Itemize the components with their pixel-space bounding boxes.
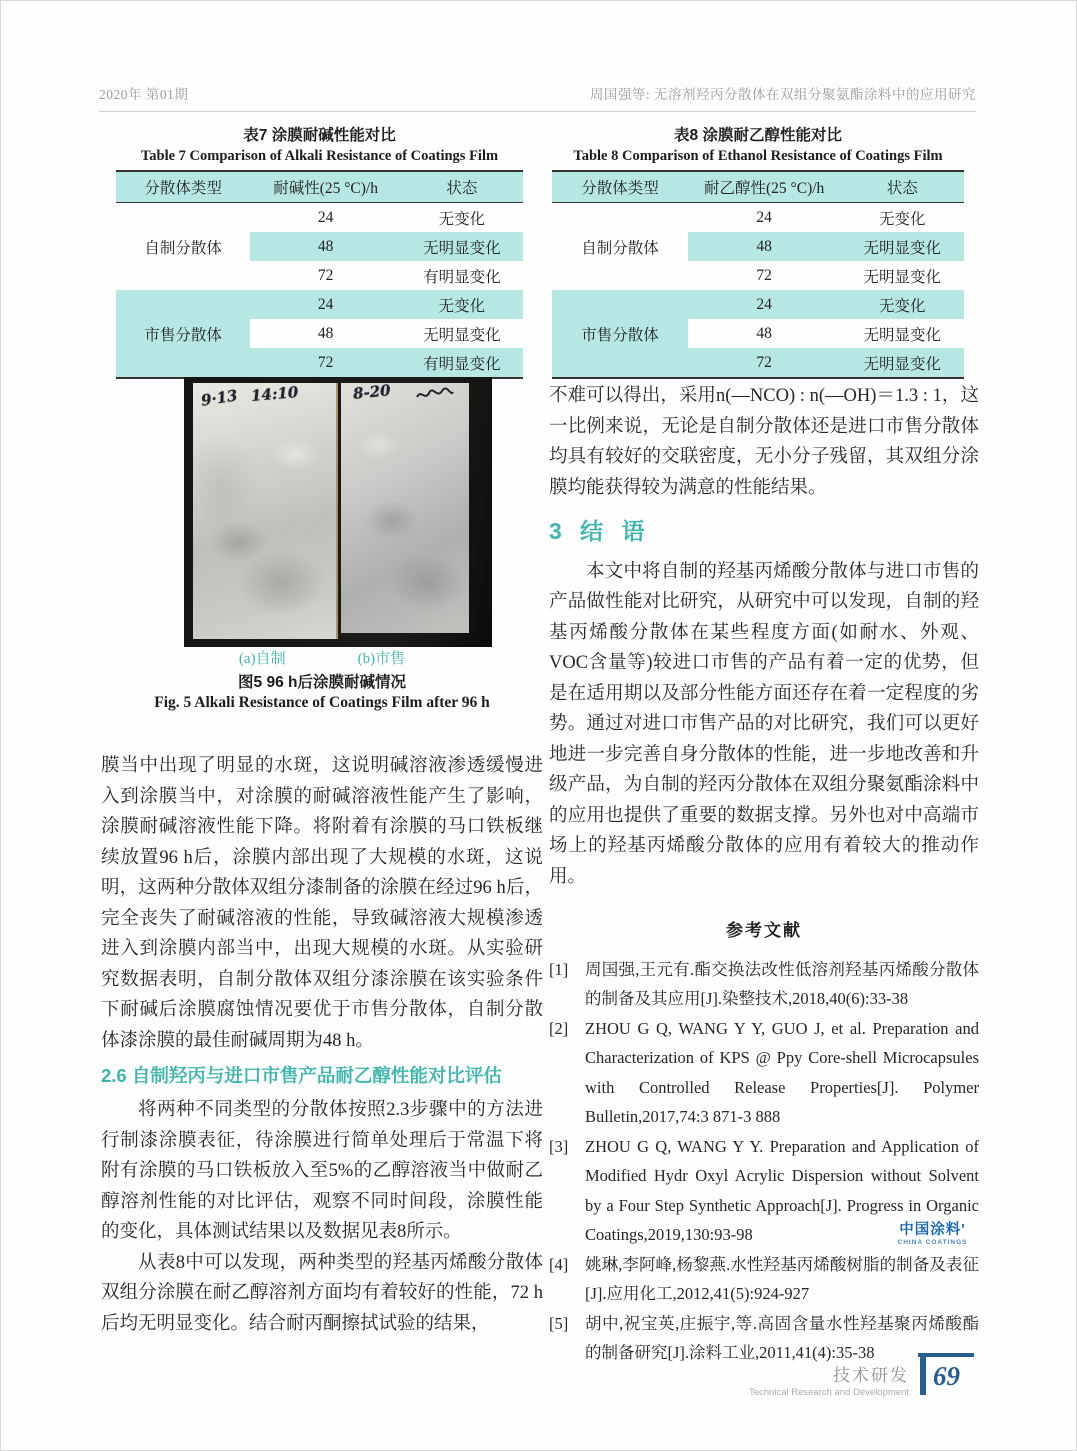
table8-group2-type: 市售分散体 [552, 290, 688, 378]
china-coatings-logo [885, 1222, 980, 1247]
table-cell: 无变化 [878, 210, 926, 228]
handwriting-mark: 14:10 [250, 382, 299, 406]
reference-number: [3] [549, 1136, 569, 1156]
table-row [116, 203, 523, 233]
body-paragraph: 不难可以得出，采用n(—NCO) : n(—OH)＝1.3 : 1，这一比例来说，无论是自制分散体还是进口市售分散体均具有较好的交联密度，无小分子残留，其双组分涂膜均能获得较为满意的性能结果。 [549, 386, 979, 498]
table-cell: 48 [250, 232, 401, 261]
table8-title-cn: 表8 涂膜耐乙醇性能对比 [674, 127, 842, 144]
reference-number: [2] [549, 1018, 569, 1038]
table8 [552, 170, 964, 379]
table-cell: 无明显变化 [863, 268, 941, 286]
table-cell: 48 [688, 232, 840, 261]
handwriting-scribble-icon [415, 387, 455, 403]
body-paragraph: 本文中将自制的羟基丙烯酸分散体与进口市售的产品做性能对比研究，从研究中可以发现，自制的羟基丙烯酸分散体在某些程度方面(如耐水、外观、VOC含量等)较进口市售的产品有着一定的优势，但是在适用期以及部分性能方面还存在着一定程度的劣势。通过对进口市售产品的对比研究，我们可以更好地进一步完善自身分散体的性能，进一步地改善和升级产品，为自制的羟丙分散体在双组分聚氨酯涂料中的应用也提供了重要的数据支撑。另外也对中高端市场上的羟基丙烯酸分散体的应用有着较大的推动作用。 [549, 561, 979, 887]
figure5-caption-cn: 图5 96 h后涂膜耐碱情况 [238, 674, 406, 691]
table7-group1-type: 自制分散体 [144, 239, 222, 257]
running-header [99, 77, 976, 112]
table8-col-type: 分散体类型 [552, 171, 688, 203]
page-footer [749, 1353, 974, 1403]
section-heading-2-6: 2.6 自制羟丙与进口市售产品耐乙醇性能对比评估 [101, 1065, 502, 1086]
table-cell: 无变化 [438, 210, 486, 228]
table-cell: 有明显变化 [401, 348, 523, 378]
table-row [552, 290, 964, 319]
table-cell: 48 [317, 324, 334, 342]
table-cell: 24 [688, 290, 840, 319]
table-cell: 24 [756, 208, 772, 226]
article-title-header: 周国强等: 无溶剂羟丙分散体在双组分聚氨酯涂料中的应用研究 [589, 87, 976, 102]
footer-section-label [749, 1366, 909, 1403]
logo-text-cn: 中国涂料' [899, 1222, 966, 1238]
reference-text: ZHOU G Q, WANG Y Y, GUO J, et al. Preparation and Characterization of KPS @ Ppy Core-shell Microcapsules with Controlled Release Properties[J]. Polymer Bulletin,2017,74:3 871-3 888 [585, 1018, 979, 1126]
reference-number: [5] [549, 1313, 569, 1333]
table7-group2-type: 市售分散体 [116, 290, 250, 378]
references-heading: 参考文献 [726, 921, 802, 940]
reference-item [549, 955, 979, 1014]
figure5-label-a: (a)自制 [238, 651, 286, 667]
reference-text: 周国强,王元有.酯交换法改性低溶剂羟基丙烯酸分散体的制备及其应用[J].染整技术,2018,40(6):33-38 [585, 959, 979, 1008]
body-paragraph: 从表8中可以发现，两种类型的羟基丙烯酸分散体双组分涂膜在耐乙醇溶剂方面均有着较好的性能，72 h后均无明显变化。结合耐丙酮擦拭试验的结果， [101, 1252, 543, 1334]
handwriting-mark: 8-20 [352, 381, 392, 403]
table8-header-row [552, 171, 964, 203]
table-cell: 72 [317, 266, 334, 284]
table8-col-hours: 耐乙醇性(25 °C)/h [688, 171, 840, 203]
table-cell: 无明显变化 [840, 348, 964, 378]
table7-title-en: Table 7 Comparison of Alkali Resistance of Coatings Film [140, 148, 499, 164]
figure5-photo [184, 377, 492, 647]
table8-col-state: 状态 [840, 171, 964, 203]
table-row [552, 203, 964, 233]
table7-block [116, 123, 523, 379]
table-cell: 24 [317, 208, 334, 226]
table-cell: 无明显变化 [401, 232, 523, 261]
table7-header-row [116, 171, 523, 203]
table7-col-hours: 耐碱性(25 °C)/h [250, 171, 401, 203]
table-cell: 无明显变化 [840, 232, 964, 261]
table-cell: 无明显变化 [863, 326, 941, 344]
handwriting-mark: 9·13 [199, 386, 239, 410]
table-cell: 72 [688, 348, 840, 378]
reference-number: [4] [549, 1254, 569, 1274]
table-row [116, 290, 523, 319]
table-cell: 无明显变化 [423, 326, 501, 344]
panel-commercial [341, 383, 469, 633]
page-number-mark [918, 1353, 974, 1403]
reference-number: [1] [549, 959, 569, 979]
right-column [549, 381, 979, 1368]
table8-title-en: Table 8 Comparison of Ethanol Resistance of Coatings Film [573, 148, 943, 164]
table-cell: 24 [250, 290, 401, 319]
panel-self-made [193, 383, 338, 639]
reference-text: ZHOU G Q, WANG Y Y. Preparation and Application of Modified Hydr Oxyl Acrylic Dispersion without Solvent by a Four Step Synthetic Approach[J]. Progress in Organic Coatings,2019,130:93-98 [585, 1136, 979, 1244]
body-paragraph: 将两种不同类型的分散体按照2.3步骤中的方法进行制漆涂膜表征，待涂膜进行简单处理后于常温下将附有涂膜的马口铁板放入至5%的乙醇溶液当中做耐乙醇溶剂性能的对比评估，观察不同时间段，涂膜性能的变化，具体测试结果以及数据见表8所示。 [101, 1100, 543, 1242]
footer-label-cn: 技术研发 [833, 1366, 909, 1385]
table-cell: 无变化 [840, 290, 964, 319]
left-column [101, 751, 543, 1339]
table7-col-state: 状态 [401, 171, 523, 203]
table-cell: 72 [250, 348, 401, 378]
body-paragraph: 膜当中出现了明显的水斑，这说明碱溶液渗透缓慢进入到涂膜当中，对涂膜的耐碱溶液性能产生了影响，涂膜耐碱溶液性能下降。将附着有涂膜的马口铁板继续放置96 h后，涂膜内部出现了大规模的水斑，这说明，这两种分散体双组分漆制备的涂膜在经过96 h后，完全丧失了耐碱溶液的性能，导致碱溶液大规模渗透进入到涂膜内部当中，出现大规模的水斑。从实验研究数据表明，自制分散体双组分漆涂膜在该实验条件下耐碱后涂膜腐蚀情况要优于市售分散体，自制分散体漆涂膜的最佳耐碱周期为48 h。 [101, 756, 543, 1051]
reference-item [549, 1250, 979, 1309]
section-heading-3: 3 结 语 [549, 518, 651, 544]
references-list [549, 955, 979, 1368]
page-number-bar [920, 1357, 926, 1395]
reference-text: 姚琳,李阿峰,杨黎燕.水性羟基丙烯酸树脂的制备及表征[J].应用化工,2012,41(5):924-927 [585, 1254, 979, 1303]
table7-title-cn: 表7 涂膜耐碱性能对比 [243, 127, 396, 144]
page-number: 69 [933, 1361, 960, 1391]
reference-text: 胡中,祝宝英,庄振宇,等.高固含量水性羟基聚丙烯酸酯的制备研究[J].涂料工业,2011,41(4):35-38 [585, 1313, 979, 1362]
logo-text-en: CHINA COATINGS [897, 1239, 968, 1246]
table-cell: 48 [756, 324, 772, 342]
figure5-label-b: (b)市售 [357, 651, 406, 667]
figure5-panel-labels [101, 647, 543, 668]
table7-col-type: 分散体类型 [116, 171, 250, 203]
table-cell: 72 [756, 266, 772, 284]
footer-label-en: Technical Research and Development [748, 1387, 909, 1398]
table-cell: 无变化 [401, 290, 523, 319]
table8-block [552, 123, 964, 379]
table-cell: 有明显变化 [423, 268, 501, 286]
table7 [116, 170, 523, 379]
reference-item [549, 1014, 979, 1132]
figure5-caption-en: Fig. 5 Alkali Resistance of Coatings Film after 96 h [154, 694, 490, 711]
issue-info: 2020年 第01期 [99, 87, 189, 102]
table8-group1-type: 自制分散体 [581, 239, 659, 257]
